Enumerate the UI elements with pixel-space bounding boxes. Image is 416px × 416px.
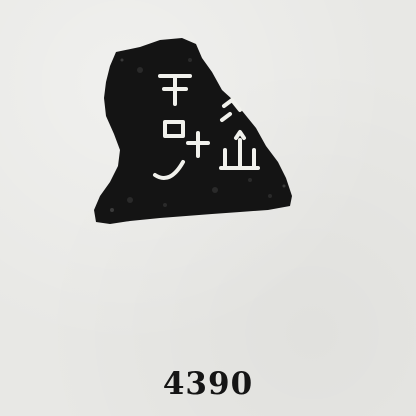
bone-fragment [94,38,292,224]
plate-number: 4390 [162,366,254,402]
